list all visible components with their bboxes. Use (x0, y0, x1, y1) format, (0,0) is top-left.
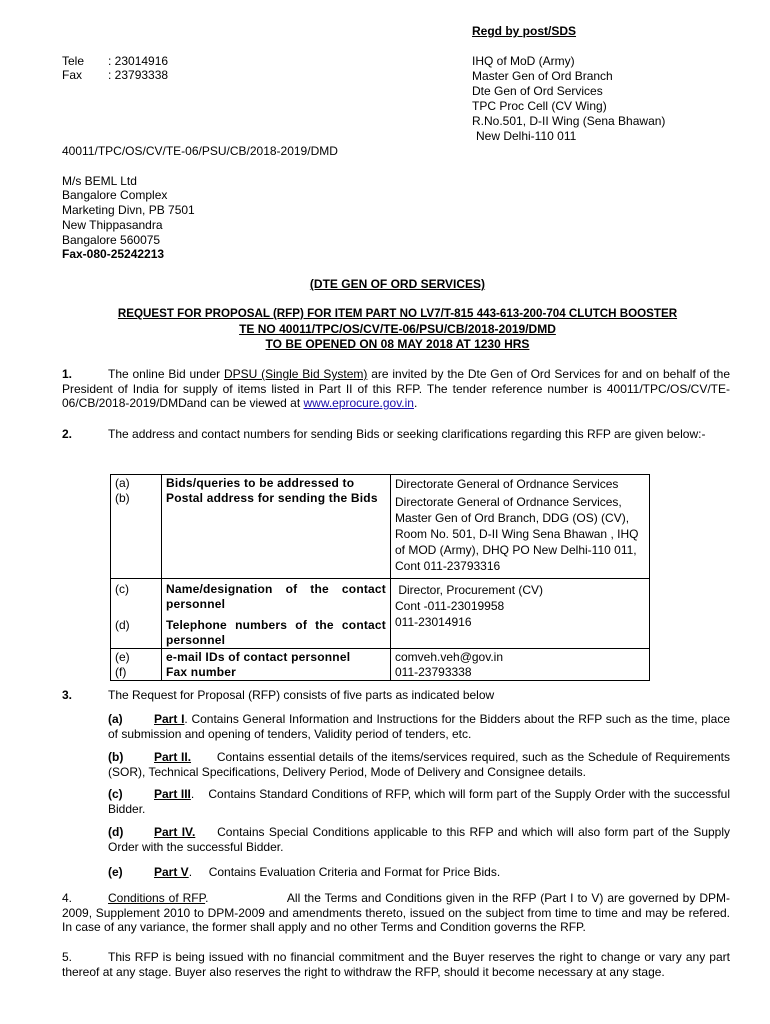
label-f: (f) (115, 664, 127, 679)
paragraph-1-number: 1. (62, 367, 73, 381)
part-ii-label: (b) (108, 750, 124, 764)
regd-by-post: Regd by post/SDS (472, 24, 577, 38)
table-row (111, 579, 650, 649)
part-iii-name: Part III (154, 787, 191, 801)
paragraph-4 (62, 891, 737, 935)
fax-label: Fax (62, 68, 83, 82)
desc-f: Fax number (166, 664, 237, 679)
table-cell-desc-ab (162, 475, 391, 579)
sender-address-line-4: TPC Proc Cell (CV Wing) (472, 99, 607, 113)
paragraph-2 (62, 427, 730, 442)
value-a: Directorate General of Ordnance Services (395, 477, 619, 491)
org-title: (DTE GEN OF ORD SERVICES) (309, 277, 486, 291)
table-cell-desc-ef (162, 649, 391, 681)
dpsu-link: DPSU (Single Bid System) (223, 367, 368, 381)
recipient-fax: Fax-080-25242213 (62, 247, 165, 261)
part-iv-name: Part IV. (154, 825, 196, 839)
value-c-1: Director, Procurement (CV) (395, 583, 544, 597)
paragraph-4-text: . All the Terms and Conditions given in the RFP (Part I to V) are governed by DPM-2009, Supplement 2010 to DPM-2009 and amendments thereto, issued on the subject from time to time and may be refered. In case of any variance, the former shall apply and no other Terms and Condition governs the RFP. (62, 891, 737, 934)
tele-value: : 23014916 (108, 54, 169, 68)
paragraph-5-number: 5. (62, 950, 73, 964)
sender-address-line-2: Master Gen of Ord Branch (472, 69, 613, 83)
sender-address-line-1: IHQ of MoD (Army) (472, 54, 575, 68)
table-row (111, 475, 650, 579)
part-iii-item (108, 787, 734, 816)
recipient-line-4: New Thippasandra (62, 218, 163, 232)
sender-address-line-3: Dte Gen of Ord Services (472, 84, 603, 98)
part-iii-label: (c) (108, 787, 123, 801)
paragraph-3-number: 3. (62, 688, 73, 702)
tele-label: Tele (62, 54, 85, 68)
desc-e: e-mail IDs of contact personnel (166, 650, 351, 664)
paragraph-1-text-c: . (413, 396, 418, 410)
value-b: Directorate General of Ordnance Services, Master Gen of Ord Branch, DDG (OS) (CV), Room No. 501, D-II Wing Sena Bhawan , IHQ of MOD (Army), DHQ PO New Delhi-110 011, Cont 011-23793316 (395, 495, 639, 573)
paragraph-1-text-b: are invited by the Dte Gen of Ord Services for and on behalf of the President of India for supply of items listed in Part II of this RFP. The tender reference number is 40011/TPC/OS/CV/TE-06/CB/2018-2019/DMDand can be viewed at (62, 367, 730, 410)
paragraph-1 (62, 367, 730, 411)
eprocure-link[interactable]: www.eprocure.gov.in (303, 396, 414, 410)
part-iv-text: Contains Special Conditions applicable to this RFP and which will also form part of the Supply Order with the successful Bidder. (108, 825, 734, 854)
fax-value: : 23793338 (108, 68, 169, 82)
value-c-2: Cont -011-23019958 (395, 599, 505, 613)
part-iii-text: . Contains Standard Conditions of RFP, which will form part of the Supply Order with the successful Bidder. (108, 787, 734, 816)
paragraph-5-text: This RFP is being issued with no financial commitment and the Buyer reserves the right to change or vary any part thereof at any stage. Buyer also reserves the right to withdraw the RFP, should it become necessary at any stage. (62, 950, 730, 979)
table-cell-value-ab (391, 475, 650, 579)
table-cell-value-cd (391, 579, 650, 649)
desc-b: Postal address for sending the Bids (166, 490, 378, 505)
rfp-title-line-3: TO BE OPENED ON 08 MAY 2018 AT 1230 HRS (265, 337, 530, 351)
label-e: (e) (115, 650, 130, 664)
sender-address-line-6: New Delhi-110 011 (476, 129, 577, 143)
value-e: comveh.veh@gov.in (395, 650, 504, 664)
table-cell-labels-ef (111, 649, 162, 681)
paragraph-1-text-a: The online Bid under (108, 367, 224, 381)
part-iv-label: (d) (108, 825, 124, 839)
recipient-line-1: M/s BEML Ltd (62, 174, 137, 188)
rfp-title-line-1: REQUEST FOR PROPOSAL (RFP) FOR ITEM PART NO LV7/T-815 443-613-200-704 CLUTCH BOOSTER (117, 307, 678, 320)
paragraph-4-number: 4. (62, 891, 73, 905)
table-cell-labels-ab (111, 475, 162, 579)
paragraph-4-title: Conditions of RFP (108, 891, 206, 905)
table-row (111, 649, 650, 681)
recipient-line-3: Marketing Divn, PB 7501 (62, 203, 195, 217)
paragraph-2-number: 2. (62, 427, 73, 441)
recipient-line-5: Bangalore 560075 (62, 233, 161, 247)
label-a: (a) (115, 476, 130, 490)
desc-d: Telephone numbers of the contact personnel (166, 618, 386, 647)
part-i-text: . Contains General Information and Instructions for the Bidders about the RFP such as the time, place of submission and opening of tenders, Validity period of tenders, etc. (108, 712, 730, 741)
desc-a: Bids/queries to be addressed to (166, 476, 355, 490)
label-b: (b) (115, 490, 130, 505)
paragraph-3-intro: The Request for Proposal (RFP) consists of five parts as indicated below (108, 688, 495, 702)
paragraph-2-text: The address and contact numbers for sending Bids or seeking clarifications regarding this RFP are given below:- (108, 427, 706, 441)
label-c: (c) (115, 582, 129, 596)
part-iv-item (108, 825, 734, 854)
recipient-line-2: Bangalore Complex (62, 188, 168, 202)
part-ii-text: Contains essential details of the items/services required, such as the Schedule of Requirements (SOR), Technical Specifications, Delivery Period, Mode of Delivery and Consignee details. (108, 750, 734, 779)
table-cell-labels-cd (111, 579, 162, 649)
part-i-name: Part I (154, 712, 185, 726)
desc-c: Name/designation of the contact personnel (166, 582, 386, 611)
table-cell-desc-cd (162, 579, 391, 649)
part-i-label: (a) (108, 712, 123, 726)
table-cell-value-ef (391, 649, 650, 681)
part-v-text: . Contains Evaluation Criteria and Format for Price Bids. (188, 865, 501, 879)
rfp-title-line-2: TE NO 40011/TPC/OS/CV/TE-06/PSU/CB/2018-2019/DMD (239, 322, 556, 336)
part-v-label: (e) (108, 865, 123, 879)
part-ii-item (108, 750, 734, 779)
sender-address-line-5: R.No.501, D-II Wing (Sena Bhawan) (472, 114, 666, 128)
value-d: 011-23014916 (395, 615, 472, 629)
paragraph-5 (62, 950, 730, 979)
part-i-item (108, 712, 730, 741)
part-ii-name: Part II. (154, 750, 192, 764)
value-f: 011-23793338 (395, 664, 472, 679)
contact-table (110, 474, 650, 681)
part-v-name: Part V (154, 865, 189, 879)
label-d: (d) (115, 617, 130, 632)
reference-number: 40011/TPC/OS/CV/TE-06/PSU/CB/2018-2019/DMD (62, 144, 338, 158)
part-v-item (108, 865, 730, 880)
